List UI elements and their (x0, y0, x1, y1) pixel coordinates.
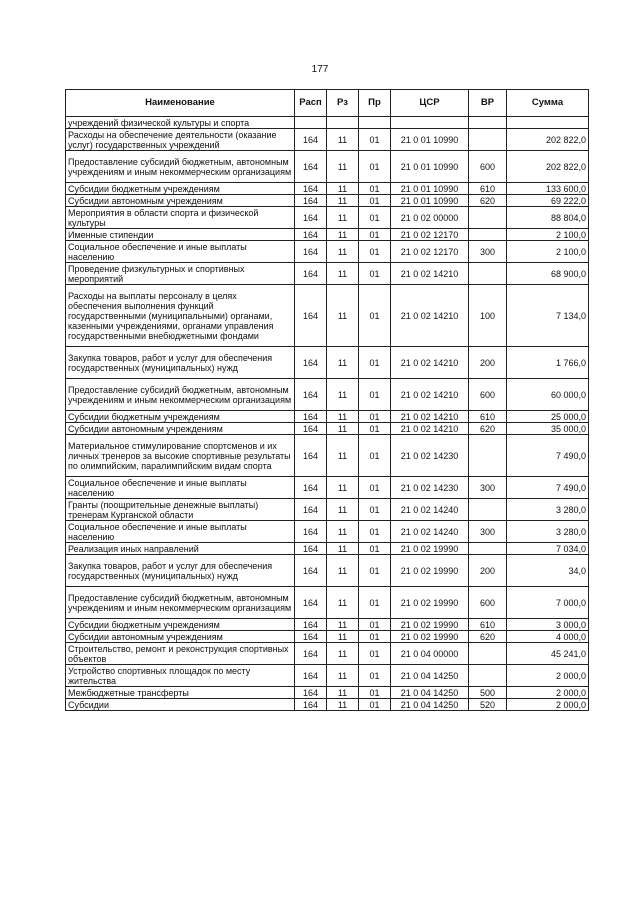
cell-csr: 21 0 02 12170 (391, 241, 469, 263)
cell-pr: 01 (359, 435, 391, 477)
cell-rasp: 164 (295, 435, 327, 477)
cell-rasp: 164 (295, 543, 327, 555)
header-name: Наименование (66, 90, 295, 117)
cell-vr: 500 (469, 687, 507, 699)
cell-rz: 11 (327, 195, 359, 207)
header-sum: Сумма (507, 90, 589, 117)
cell-rz: 11 (327, 477, 359, 499)
cell-name: Субсидии бюджетным учреждениям (66, 619, 295, 631)
cell-vr: 300 (469, 477, 507, 499)
cell-vr (469, 543, 507, 555)
cell-sum: 69 222,0 (507, 195, 589, 207)
cell-name: Предоставление субсидий бюджетным, автономным учреждениям и иным некоммерческим организациям (66, 151, 295, 183)
cell-vr: 600 (469, 379, 507, 411)
cell-vr: 200 (469, 347, 507, 379)
cell-sum: 4 000,0 (507, 631, 589, 643)
table-row (66, 207, 589, 229)
cell-vr: 520 (469, 699, 507, 711)
cell-rz: 11 (327, 499, 359, 521)
cell-pr: 01 (359, 183, 391, 195)
cell-rasp (295, 117, 327, 129)
cell-sum: 7 490,0 (507, 435, 589, 477)
header-vr: ВР (469, 90, 507, 117)
table-row (66, 117, 589, 129)
cell-sum: 3 000,0 (507, 619, 589, 631)
cell-csr: 21 0 02 14230 (391, 435, 469, 477)
header-rasp: Расп (295, 90, 327, 117)
cell-sum: 2 000,0 (507, 665, 589, 687)
cell-rasp: 164 (295, 129, 327, 151)
cell-rz: 11 (327, 619, 359, 631)
table-row (66, 241, 589, 263)
cell-csr: 21 0 02 14210 (391, 423, 469, 435)
cell-csr: 21 0 02 14210 (391, 263, 469, 285)
table-row (66, 477, 589, 499)
cell-pr: 01 (359, 347, 391, 379)
cell-rasp: 164 (295, 643, 327, 665)
cell-sum: 2 100,0 (507, 241, 589, 263)
table-row (66, 263, 589, 285)
cell-name: Социальное обеспечение и иные выплаты населению (66, 241, 295, 263)
cell-rasp: 164 (295, 183, 327, 195)
cell-csr: 21 0 02 19990 (391, 555, 469, 587)
cell-sum: 34,0 (507, 555, 589, 587)
table-row (66, 587, 589, 619)
cell-sum: 1 766,0 (507, 347, 589, 379)
cell-sum: 202 822,0 (507, 129, 589, 151)
cell-name: Проведение физкультурных и спортивных мероприятий (66, 263, 295, 285)
cell-name: Субсидии автономным учреждениям (66, 423, 295, 435)
cell-pr: 01 (359, 643, 391, 665)
cell-pr: 01 (359, 631, 391, 643)
table-row (66, 195, 589, 207)
cell-name: Субсидии бюджетным учреждениям (66, 411, 295, 423)
budget-table (65, 89, 589, 711)
cell-csr: 21 0 04 00000 (391, 643, 469, 665)
cell-vr: 620 (469, 631, 507, 643)
cell-csr: 21 0 01 10990 (391, 129, 469, 151)
cell-pr: 01 (359, 699, 391, 711)
cell-csr: 21 0 02 19990 (391, 587, 469, 619)
cell-rasp: 164 (295, 619, 327, 631)
header-pr: Пр (359, 90, 391, 117)
cell-rasp: 164 (295, 423, 327, 435)
cell-pr: 01 (359, 195, 391, 207)
cell-rz: 11 (327, 183, 359, 195)
cell-vr (469, 263, 507, 285)
cell-pr: 01 (359, 129, 391, 151)
cell-sum: 2 000,0 (507, 699, 589, 711)
table-row (66, 129, 589, 151)
cell-csr: 21 0 01 10990 (391, 183, 469, 195)
cell-name: Расходы на выплаты персоналу в целях обеспечения выполнения функций государственными (муниципальными) органами, казенными учреждениями, органами управления государственными внебюджетными фондами (66, 285, 295, 347)
cell-vr (469, 665, 507, 687)
cell-name: Предоставление субсидий бюджетным, автономным учреждениям и иным некоммерческим организациям (66, 379, 295, 411)
cell-name: Субсидии автономным учреждениям (66, 195, 295, 207)
cell-pr: 01 (359, 229, 391, 241)
cell-pr (359, 117, 391, 129)
cell-sum: 7 000,0 (507, 587, 589, 619)
cell-sum: 2 000,0 (507, 687, 589, 699)
cell-rz: 11 (327, 643, 359, 665)
cell-rasp: 164 (295, 263, 327, 285)
cell-sum: 7 134,0 (507, 285, 589, 347)
table-row (66, 643, 589, 665)
cell-vr (469, 129, 507, 151)
cell-csr: 21 0 02 14240 (391, 521, 469, 543)
cell-pr: 01 (359, 151, 391, 183)
table-row (66, 423, 589, 435)
cell-csr: 21 0 01 10990 (391, 151, 469, 183)
cell-rz: 11 (327, 631, 359, 643)
cell-sum: 45 241,0 (507, 643, 589, 665)
cell-rz: 11 (327, 241, 359, 263)
cell-rz (327, 117, 359, 129)
cell-rasp: 164 (295, 587, 327, 619)
cell-rasp: 164 (295, 285, 327, 347)
table-row (66, 229, 589, 241)
cell-vr: 100 (469, 285, 507, 347)
cell-rz: 11 (327, 435, 359, 477)
cell-name: Реализация иных направлений (66, 543, 295, 555)
cell-csr: 21 0 02 14240 (391, 499, 469, 521)
cell-pr: 01 (359, 665, 391, 687)
cell-name: Мероприятия в области спорта и физической культуры (66, 207, 295, 229)
cell-rz: 11 (327, 411, 359, 423)
cell-pr: 01 (359, 263, 391, 285)
cell-csr: 21 0 02 14210 (391, 285, 469, 347)
cell-csr: 21 0 02 00000 (391, 207, 469, 229)
cell-pr: 01 (359, 379, 391, 411)
cell-sum: 3 280,0 (507, 499, 589, 521)
cell-rz: 11 (327, 521, 359, 543)
cell-rasp: 164 (295, 207, 327, 229)
cell-rasp: 164 (295, 229, 327, 241)
cell-name: Строительство, ремонт и реконструкция спортивных объектов (66, 643, 295, 665)
cell-pr: 01 (359, 477, 391, 499)
cell-rz: 11 (327, 347, 359, 379)
cell-vr: 300 (469, 241, 507, 263)
cell-vr: 620 (469, 423, 507, 435)
cell-rz: 11 (327, 543, 359, 555)
cell-pr: 01 (359, 687, 391, 699)
cell-name: Субсидии бюджетным учреждениям (66, 183, 295, 195)
cell-name: Субсидии автономным учреждениям (66, 631, 295, 643)
cell-csr: 21 0 02 14210 (391, 411, 469, 423)
cell-rz: 11 (327, 423, 359, 435)
cell-csr: 21 0 04 14250 (391, 687, 469, 699)
table-row (66, 435, 589, 477)
cell-vr: 610 (469, 183, 507, 195)
cell-sum: 202 822,0 (507, 151, 589, 183)
cell-vr (469, 229, 507, 241)
table-row (66, 499, 589, 521)
cell-name: Социальное обеспечение и иные выплаты населению (66, 477, 295, 499)
cell-pr: 01 (359, 521, 391, 543)
cell-sum: 88 804,0 (507, 207, 589, 229)
cell-rasp: 164 (295, 699, 327, 711)
cell-vr: 620 (469, 195, 507, 207)
cell-name: Закупка товаров, работ и услуг для обеспечения государственных (муниципальных) нужд (66, 347, 295, 379)
header-rz: Рз (327, 90, 359, 117)
cell-sum: 3 280,0 (507, 521, 589, 543)
cell-pr: 01 (359, 285, 391, 347)
cell-rz: 11 (327, 229, 359, 241)
cell-rasp: 164 (295, 687, 327, 699)
cell-sum: 60 000,0 (507, 379, 589, 411)
cell-name: Материальное стимулирование спортсменов и их личных тренеров за высокие спортивные результаты по олимпийским, паралимпийским видам спорта (66, 435, 295, 477)
table-row (66, 347, 589, 379)
cell-rz: 11 (327, 207, 359, 229)
cell-name: Гранты (поощрительные денежные выплаты) тренерам Курганской области (66, 499, 295, 521)
cell-name: Расходы на обеспечение деятельности (оказание услуг) государственных учреждений (66, 129, 295, 151)
cell-rasp: 164 (295, 347, 327, 379)
cell-vr: 610 (469, 411, 507, 423)
table-row (66, 285, 589, 347)
cell-name: Устройство спортивных площадок по месту жительства (66, 665, 295, 687)
cell-sum: 35 000,0 (507, 423, 589, 435)
cell-csr: 21 0 02 14210 (391, 379, 469, 411)
cell-rasp: 164 (295, 631, 327, 643)
cell-rz: 11 (327, 665, 359, 687)
cell-rasp: 164 (295, 665, 327, 687)
table-row (66, 411, 589, 423)
cell-sum (507, 117, 589, 129)
cell-rasp: 164 (295, 555, 327, 587)
cell-vr: 600 (469, 587, 507, 619)
header-row (66, 90, 589, 117)
header-csr: ЦСР (391, 90, 469, 117)
cell-pr: 01 (359, 499, 391, 521)
cell-vr: 610 (469, 619, 507, 631)
cell-rasp: 164 (295, 195, 327, 207)
cell-name: Предоставление субсидий бюджетным, автономным учреждениям и иным некоммерческим организациям (66, 587, 295, 619)
page-number: 177 (311, 64, 329, 75)
cell-pr: 01 (359, 411, 391, 423)
cell-pr: 01 (359, 207, 391, 229)
cell-sum: 68 900,0 (507, 263, 589, 285)
cell-csr: 21 0 02 19990 (391, 631, 469, 643)
cell-name: учреждений физической культуры и спорта (66, 117, 295, 129)
cell-sum: 7 490,0 (507, 477, 589, 499)
cell-pr: 01 (359, 241, 391, 263)
cell-sum: 2 100,0 (507, 229, 589, 241)
cell-name: Закупка товаров, работ и услуг для обеспечения государственных (муниципальных) нужд (66, 555, 295, 587)
cell-rz: 11 (327, 555, 359, 587)
cell-rasp: 164 (295, 151, 327, 183)
cell-rz: 11 (327, 285, 359, 347)
cell-csr: 21 0 04 14250 (391, 699, 469, 711)
cell-vr (469, 435, 507, 477)
cell-rz: 11 (327, 687, 359, 699)
cell-rasp: 164 (295, 411, 327, 423)
cell-vr: 600 (469, 151, 507, 183)
cell-sum: 133 600,0 (507, 183, 589, 195)
cell-rz: 11 (327, 263, 359, 285)
cell-pr: 01 (359, 423, 391, 435)
cell-name: Именные стипендии (66, 229, 295, 241)
cell-csr: 21 0 02 14230 (391, 477, 469, 499)
cell-csr: 21 0 02 19990 (391, 543, 469, 555)
cell-csr: 21 0 02 19990 (391, 619, 469, 631)
cell-rz: 11 (327, 379, 359, 411)
cell-rz: 11 (327, 129, 359, 151)
cell-sum: 7 034,0 (507, 543, 589, 555)
cell-pr: 01 (359, 555, 391, 587)
table-row (66, 619, 589, 631)
cell-sum: 25 000,0 (507, 411, 589, 423)
cell-rasp: 164 (295, 477, 327, 499)
cell-name: Межбюджетные трансферты (66, 687, 295, 699)
cell-csr: 21 0 01 10990 (391, 195, 469, 207)
cell-vr: 200 (469, 555, 507, 587)
table-row (66, 687, 589, 699)
cell-csr (391, 117, 469, 129)
table-body (66, 117, 589, 711)
cell-rasp: 164 (295, 379, 327, 411)
table-row (66, 543, 589, 555)
cell-pr: 01 (359, 619, 391, 631)
cell-rasp: 164 (295, 499, 327, 521)
cell-pr: 01 (359, 587, 391, 619)
cell-vr: 300 (469, 521, 507, 543)
cell-csr: 21 0 04 14250 (391, 665, 469, 687)
cell-csr: 21 0 02 14210 (391, 347, 469, 379)
table-row (66, 521, 589, 543)
cell-pr: 01 (359, 543, 391, 555)
cell-name: Социальное обеспечение и иные выплаты населению (66, 521, 295, 543)
table-row (66, 665, 589, 687)
table-row (66, 183, 589, 195)
table-row (66, 379, 589, 411)
cell-vr (469, 207, 507, 229)
cell-vr (469, 117, 507, 129)
table-row (66, 699, 589, 711)
cell-csr: 21 0 02 12170 (391, 229, 469, 241)
cell-vr (469, 643, 507, 665)
table-row (66, 631, 589, 643)
table-row (66, 151, 589, 183)
cell-rasp: 164 (295, 521, 327, 543)
cell-rasp: 164 (295, 241, 327, 263)
cell-name: Субсидии (66, 699, 295, 711)
table-row (66, 555, 589, 587)
cell-rz: 11 (327, 699, 359, 711)
cell-vr (469, 499, 507, 521)
cell-rz: 11 (327, 587, 359, 619)
cell-rz: 11 (327, 151, 359, 183)
